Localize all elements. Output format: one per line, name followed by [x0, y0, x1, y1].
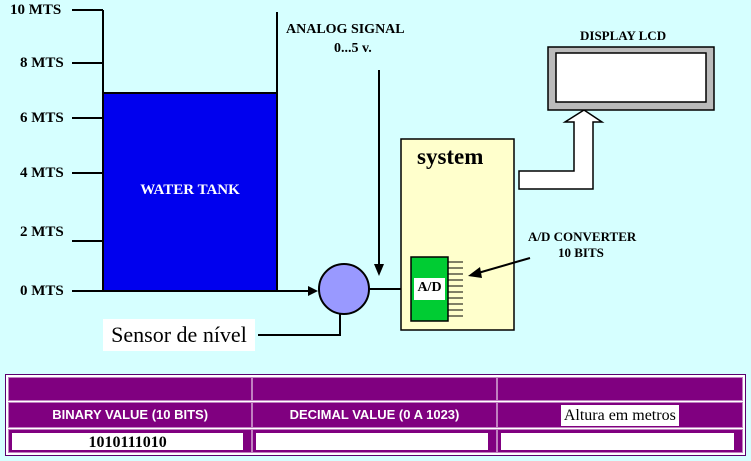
panel-top-row — [8, 377, 743, 401]
system-label: system — [417, 144, 484, 169]
binary-cell — [8, 429, 252, 453]
scale-ticks — [72, 10, 103, 291]
analog-signal-arrowhead — [374, 264, 384, 276]
panel-cell — [8, 377, 252, 401]
analog-signal-range: 0...5 v. — [334, 41, 372, 56]
sensor-label: Sensor de nível — [103, 319, 255, 351]
ad-label: A/D — [417, 280, 442, 295]
panel-cell — [252, 377, 496, 401]
display-lcd-label: DISPLAY LCD — [580, 28, 667, 43]
readout-panel — [5, 374, 746, 456]
altura-cell — [497, 429, 743, 453]
panel-value-row — [8, 429, 743, 453]
pipe-arrowhead — [308, 286, 318, 296]
converter-bits-label: 10 BITS — [558, 245, 604, 260]
analog-signal-label: ANALOG SIGNAL — [286, 22, 405, 37]
lcd-screen — [556, 53, 706, 102]
altura-header-cell — [497, 402, 743, 428]
scale-label-8: 8 MTS — [20, 55, 64, 71]
binary-value-header: BINARY VALUE (10 BITS) — [8, 402, 252, 428]
scale-label-10: 10 MTS — [10, 2, 62, 18]
panel-cell — [497, 377, 743, 401]
altura-header: Altura em metros — [561, 405, 679, 426]
scale-label-0: 0 MTS — [20, 283, 64, 299]
decimal-value-field[interactable] — [256, 433, 487, 450]
scale-label-6: 6 MTS — [20, 110, 64, 126]
scale-label-2: 2 MTS — [20, 224, 64, 240]
level-sensor — [319, 264, 369, 314]
panel-header-row — [8, 402, 743, 428]
converter-label: A/D CONVERTER — [528, 229, 637, 244]
decimal-cell — [252, 429, 496, 453]
scale-label-4: 4 MTS — [20, 165, 64, 181]
water-tank-label: WATER TANK — [140, 182, 240, 198]
altura-value-field[interactable] — [501, 433, 734, 450]
output-arrow — [519, 110, 602, 189]
binary-value-field[interactable]: 1010111010 — [12, 433, 243, 450]
decimal-value-header: DECIMAL VALUE (0 A 1023) — [252, 402, 496, 428]
